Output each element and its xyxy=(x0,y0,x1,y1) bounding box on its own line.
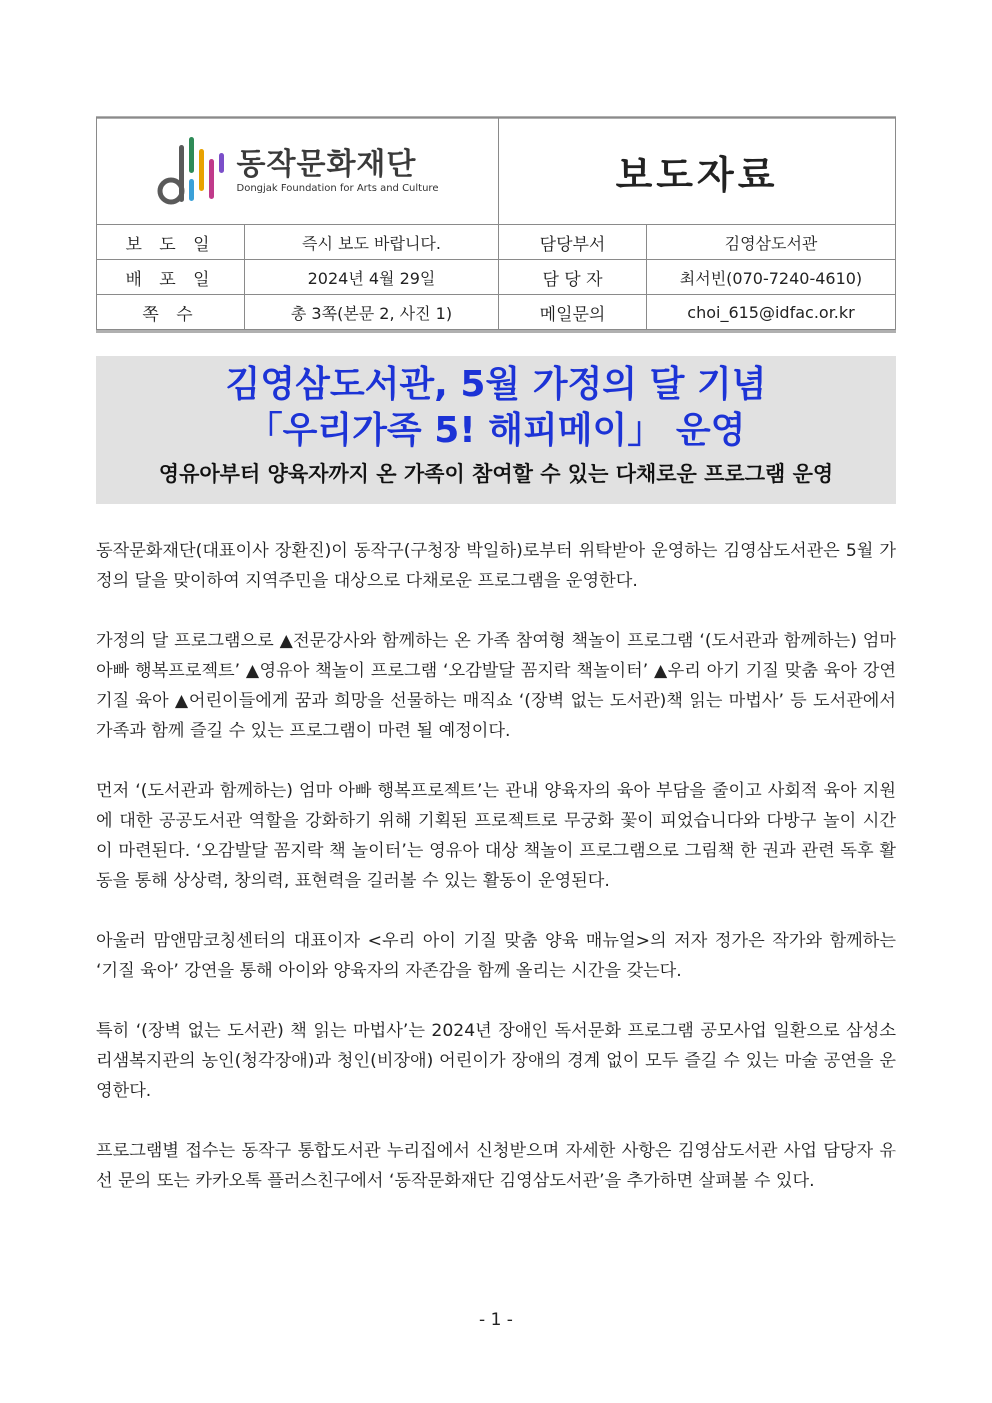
info-row-pages xyxy=(97,295,896,330)
article-body xyxy=(96,536,896,1226)
header-bottom-border xyxy=(96,330,896,333)
paragraph-4: 아울러 맘앤맘코칭센터의 대표이자 <우리 아이 기질 맞춤 양육 매뉴얼>의 저자 정가은 작가와 함께하는 ‘기질 육아’ 강연을 통해 아이와 양육자의 자존감을 함께 올리는 시간을 갖는다. xyxy=(96,931,896,981)
email-value[interactable]: choi_615@idfac.or.kr xyxy=(647,295,896,330)
headline-subtitle: 영유아부터 양육자까지 온 가족이 참여할 수 있는 다채로운 프로그램 운영 xyxy=(158,462,834,486)
press-title-cell xyxy=(499,118,896,225)
logo-name: 동작문화재단 xyxy=(236,146,417,182)
press-title: 보도자료 xyxy=(615,152,779,197)
paragraph-3: 먼저 ‘(도서관과 함께하는) 엄마 아빠 행복프로젝트’는 관내 양육자의 육아 부담을 줄이고 사회적 육아 지원에 대한 공공도서관 역할을 강화하기 위해 기획된 프로젝트로 무궁화 꽃이 피었습니다와 다방구 놀이 시간이 마련된다. ‘오감발달 꼼지락 책 놀이터’는 영유아 대상 책놀이 프로그램으로 그림책 한 권과 관련 독후 활동을 통해 상상력, 창의력, 표현력을 길러볼 수 있는 활동이 운영된다. xyxy=(96,781,896,891)
paragraph-1: 동작문화재단(대표이사 장환진)이 동작구(구청장 박일하)로부터 위탁받아 운영하는 김영삼도서관은 5월 가정의 달을 맞이하여 지역주민을 대상으로 다채로운 프로그램을 운영한다. xyxy=(96,541,896,591)
release-date-label: 보 도 일 xyxy=(97,225,245,260)
paragraph-2: 가정의 달 프로그램으로 ▲전문강사와 함께하는 온 가족 참여형 책놀이 프로그램 ‘(도서관과 함께하는) 엄마 아빠 행복프로젝트’ ▲영유아 책놀이 프로그램 ‘오감발달 꼼지락 책놀이터’ ▲우리 아기 기질 맞춤 육아 강연 기질 육아 ▲어린이들에게 꿈과 희망을 선물하는 매직쇼 ‘(장벽 없는 도서관)책 읽는 마법사’ 등 도서관에서 가족과 함께 즐길 수 있는 프로그램이 마련 될 예정이다. xyxy=(96,631,896,741)
paragraph-6: 프로그램별 접수는 동작구 통합도서관 누리집에서 신청받으며 자세한 사항은 김영삼도서관 사업 담당자 유선 문의 또는 카카오톡 플러스친구에서 ‘동작문화재단 김영삼도서관’을 추가하면 살펴볼 수 있다. xyxy=(96,1141,896,1191)
logo-mark-icon xyxy=(157,135,227,207)
distribution-date-value: 2024년 4월 29일 xyxy=(245,260,499,295)
info-row-distribution-date xyxy=(97,260,896,295)
contact-person-label: 담 당 자 xyxy=(499,260,647,295)
press-header-table xyxy=(96,117,896,330)
info-row-release-date xyxy=(97,225,896,260)
foundation-logo xyxy=(97,135,498,207)
release-date-value: 즉시 보도 바랍니다. xyxy=(245,225,499,260)
distribution-date-label: 배 포 일 xyxy=(97,260,245,295)
page-number: - 1 - xyxy=(479,1310,513,1330)
contact-person-value: 최서빈(070-7240-4610) xyxy=(647,260,896,295)
headline-line-1: 김영삼도서관, 5월 가정의 달 기념 xyxy=(225,364,767,405)
pages-value: 총 3쪽(본문 2, 사진 1) xyxy=(245,295,499,330)
headline-line-2: 「우리가족 5! 해피메이」 운영 xyxy=(246,410,746,451)
logo-subtitle: Dongjak Foundation for Arts and Culture xyxy=(236,182,439,194)
logo-cell xyxy=(97,118,499,225)
email-label: 메일문의 xyxy=(499,295,647,330)
department-label: 담당부서 xyxy=(499,225,647,260)
paragraph-5: 특히 ‘(장벽 없는 도서관) 책 읽는 마법사’는 2024년 장애인 독서문화 프로그램 공모사업 일환으로 삼성소리샘복지관의 농인(청각장애)과 청인(비장애) 어린이가 장애의 경계 없이 모두 즐길 수 있는 마술 공연을 운영한다. xyxy=(96,1021,896,1101)
pages-label: 쪽 수 xyxy=(97,295,245,330)
headline-box xyxy=(96,356,896,504)
department-value: 김영삼도서관 xyxy=(647,225,896,260)
